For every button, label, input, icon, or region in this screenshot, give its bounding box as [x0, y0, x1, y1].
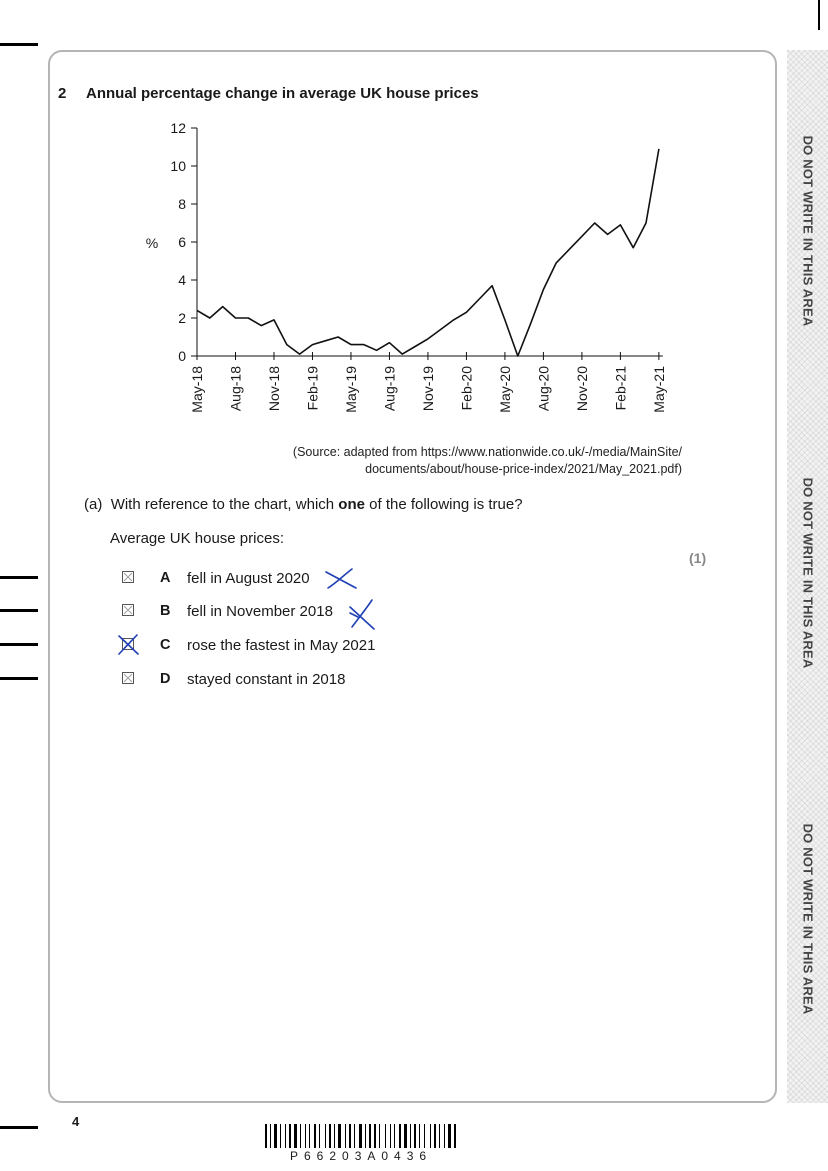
margin-notice: DO NOT WRITE IN THIS AREA: [800, 477, 816, 669]
checkbox-a[interactable]: [122, 571, 134, 583]
option-letter-d: D: [160, 671, 171, 687]
source-line: documents/about/house-price-index/2021/May_2021.pdf): [365, 462, 682, 476]
x-tick-label: May-21: [650, 366, 667, 413]
y-tick-label: 0: [178, 348, 186, 364]
pen-selection-cross: [116, 632, 142, 658]
marks-available: (1): [689, 550, 707, 566]
x-tick-label: Feb-20: [458, 366, 475, 411]
question-number: 2: [58, 85, 67, 102]
margin-notice: DO NOT WRITE IN THIS AREA: [800, 135, 816, 327]
y-tick-label: 2: [178, 310, 186, 326]
registration-mark: [0, 576, 38, 579]
pen-cross-mark: [322, 566, 362, 592]
x-tick-label: Aug-20: [535, 366, 552, 412]
y-tick-label: 8: [178, 196, 186, 212]
registration-mark: [0, 643, 38, 646]
pen-cross-mark: [344, 597, 380, 635]
page-number: 4: [72, 1114, 80, 1129]
x-tick-label: Aug-19: [381, 366, 398, 412]
question-emphasis: one: [338, 496, 365, 513]
option-text-d: stayed constant in 2018: [187, 671, 346, 688]
part-a-question: [84, 496, 523, 513]
question-text-end: of the following is true?: [369, 496, 523, 513]
registration-mark: [0, 609, 38, 612]
x-tick-label: Nov-18: [265, 366, 282, 412]
checkbox-b[interactable]: [122, 604, 134, 616]
y-tick-label: 4: [178, 272, 186, 288]
x-tick-label: Nov-19: [419, 366, 436, 412]
option-text-a: fell in August 2020: [187, 570, 310, 587]
question-text: With reference to the chart, which: [110, 496, 335, 513]
x-tick-label: Nov-20: [573, 366, 590, 412]
registration-mark: [0, 677, 38, 680]
option-text-c: rose the fastest in May 2021: [187, 637, 376, 654]
source-line: (Source: adapted from https://www.nationwide.co.uk/-/media/MainSite/: [292, 445, 682, 459]
x-axis: [189, 352, 667, 413]
option-letter-a: A: [160, 570, 171, 586]
x-tick-label: May-18: [189, 366, 205, 413]
question-stem: Average UK house prices:: [110, 530, 284, 547]
y-tick-label: 10: [170, 158, 186, 174]
x-tick-label: Feb-19: [304, 366, 321, 411]
question-title: Annual percentage change in average UK house prices: [86, 85, 479, 102]
x-tick-label: Aug-18: [227, 366, 244, 412]
margin-notice: DO NOT WRITE IN THIS AREA: [800, 823, 816, 1015]
x-tick-label: May-20: [496, 366, 513, 413]
y-tick-label: 6: [178, 234, 186, 250]
y-tick-label: 12: [170, 120, 186, 136]
corner-mark: [818, 0, 820, 30]
registration-mark: [0, 1126, 38, 1129]
option-letter-b: B: [160, 603, 171, 619]
x-tick-label: May-19: [342, 366, 359, 413]
part-label: (a): [84, 496, 103, 513]
registration-mark: [0, 43, 38, 46]
option-text-b: fell in November 2018: [187, 603, 333, 620]
option-letter-c: C: [160, 637, 171, 653]
barcode-text: P66203A0436: [290, 1149, 433, 1163]
line-chart: [130, 118, 690, 433]
x-tick-label: Feb-21: [612, 366, 629, 411]
series-line: [197, 149, 659, 356]
checkbox-d[interactable]: [122, 672, 134, 684]
y-axis-label: %: [145, 235, 159, 251]
y-axis: [170, 120, 197, 364]
barcode: [265, 1124, 565, 1148]
